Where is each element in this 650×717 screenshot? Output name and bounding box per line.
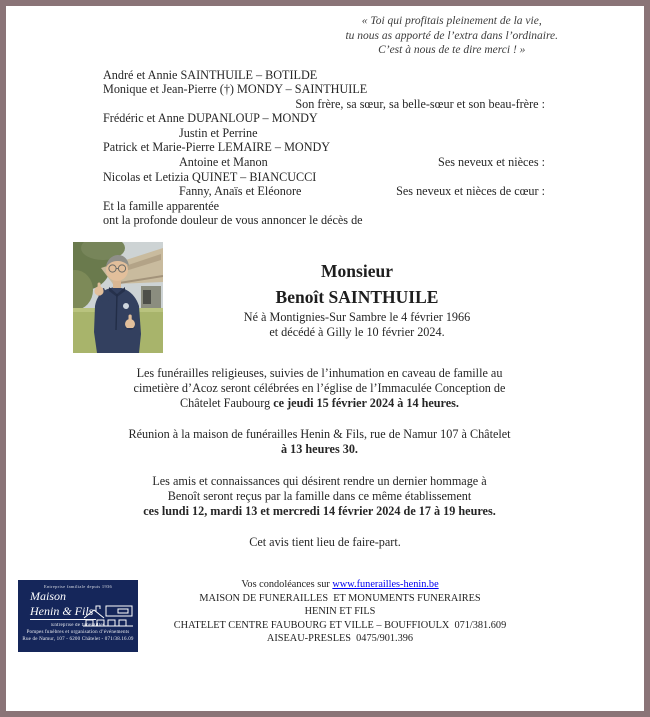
logo-tagline: Entreprise familiale depuis 1936 bbox=[43, 584, 113, 590]
condolences-prefix: Vos condoléances sur bbox=[241, 579, 333, 591]
family-row bbox=[103, 97, 545, 112]
family-names: André et Annie SAINTHUILE – BOTILDE bbox=[103, 67, 318, 82]
family-names: Justin et Perrine bbox=[179, 125, 258, 140]
logo-line: Entreprise de funérailles bbox=[51, 623, 105, 629]
paragraph-line bbox=[95, 381, 544, 396]
family-names: Frédéric et Anne DUPANLOUP – MONDY bbox=[103, 111, 318, 126]
highlighted-date-text: ces lundi 12, mardi 13 et mercredi 14 février 2024 de 17 à 19 heures. bbox=[143, 503, 496, 518]
paragraph-text: Châtelet Faubourg bbox=[180, 395, 274, 410]
paragraph-text: Les amis et connaissances qui désirent rendre un dernier hommage à bbox=[152, 474, 487, 489]
funeral-home-logo bbox=[18, 580, 138, 652]
footer-line: HENIN ET FILS bbox=[304, 606, 376, 618]
family-names: Antoine et Manon bbox=[179, 155, 268, 170]
deceased-civility: Monsieur bbox=[321, 261, 393, 282]
deceased-birth: Né à Montignies-Sur Sambre le 4 février 1966 bbox=[243, 310, 471, 325]
portrait-photo bbox=[73, 242, 163, 353]
family-names: Fanny, Anaïs et Eléonore bbox=[179, 184, 302, 199]
paragraph-text: Réunion à la maison de funérailles Henin & Fils, rue de Namur 107 à Châtelet bbox=[128, 427, 511, 442]
footer-line: CHATELET CENTRE FAUBOURG ET VILLE – BOUFFIOULX 071/381.609 bbox=[173, 619, 507, 631]
family-names: Patrick et Marie-Pierre LEMAIRE – MONDY bbox=[103, 140, 331, 155]
paragraph-text: Les funérailles religieuses, suivies de l’inhumation en caveau de famille au bbox=[136, 366, 503, 381]
relation-label: Ses neveux et nièces : bbox=[438, 155, 545, 170]
logo-name: Maison Henin & Fils bbox=[18, 590, 138, 620]
paragraph-line bbox=[95, 442, 544, 457]
family-names: Et la famille apparentée bbox=[103, 198, 220, 213]
family-row bbox=[103, 68, 545, 83]
family-row bbox=[103, 111, 545, 126]
condolences-line bbox=[136, 578, 544, 591]
family-row bbox=[103, 82, 545, 97]
family-row bbox=[103, 213, 545, 228]
paragraph-text: Benoît seront reçus par la famille dans ce même établissement bbox=[167, 488, 472, 503]
deceased-death: et décédé à Gilly le 10 février 2024. bbox=[269, 325, 445, 340]
epigraph-quote bbox=[345, 14, 558, 58]
epigraph-line: « Toi qui profitais pleinement de la vie, bbox=[361, 15, 542, 27]
funeral-home-website-link[interactable]: www.funerailles-henin.be bbox=[332, 579, 439, 591]
footer bbox=[6, 578, 644, 664]
paragraph-line bbox=[95, 474, 544, 489]
footer-line: AISEAU-PRESLES 0475/901.396 bbox=[266, 633, 414, 645]
logo-line: Pompes funèbres et organisation d’événements bbox=[26, 630, 130, 636]
footer-address-lines bbox=[136, 592, 544, 646]
epigraph-line: tu nous as apporté de l’extra dans l’ordinaire. bbox=[345, 29, 558, 42]
funeral-paragraph bbox=[95, 427, 544, 457]
paragraph-line bbox=[95, 489, 544, 504]
funeral-paragraph bbox=[95, 366, 544, 410]
funeral-home-contact bbox=[136, 578, 544, 645]
relation-label: Ses neveux et nièces de cœur : bbox=[396, 184, 545, 199]
epigraph-line: C’est à nous de te dire merci ! » bbox=[378, 44, 526, 56]
family-row bbox=[103, 199, 545, 214]
paragraph-line bbox=[95, 504, 544, 519]
announcement-header bbox=[6, 242, 644, 353]
family-row bbox=[103, 155, 545, 170]
logo-line: Rue de Namur, 107 - 6200 Châtelet - 071/38.16.09 bbox=[22, 637, 134, 642]
funeral-details bbox=[95, 366, 544, 518]
footer-line: MAISON DE FUNERAILLES ET MONUMENTS FUNERAIRES bbox=[199, 592, 481, 604]
paragraph-line bbox=[95, 366, 544, 381]
deceased-name: Benoît SAINTHUILE bbox=[275, 287, 439, 308]
family-names: Nicolas et Letizia QUINET – BIANCUCCI bbox=[103, 169, 317, 184]
family-names: Monique et Jean-Pierre (†) MONDY – SAINTHUILE bbox=[103, 82, 368, 97]
deceased-block bbox=[163, 242, 644, 353]
family-names: ont la profonde douleur de vous annoncer le décès de bbox=[103, 213, 363, 228]
logo-small-lines bbox=[18, 623, 138, 643]
paragraph-line bbox=[95, 396, 544, 411]
family-row bbox=[103, 170, 545, 185]
relation-label: Son frère, sa sœur, sa belle-sœur et son beau-frère : bbox=[295, 96, 545, 111]
paragraph-line bbox=[95, 427, 544, 442]
faire-part-notice: Cet avis tient lieu de faire-part. bbox=[249, 535, 401, 550]
family-list bbox=[103, 68, 545, 229]
family-row bbox=[103, 140, 545, 155]
highlighted-date-text: à 13 heures 30. bbox=[281, 442, 358, 457]
funeral-paragraph bbox=[95, 474, 544, 518]
highlighted-date-text: ce jeudi 15 février 2024 à 14 heures. bbox=[273, 395, 459, 410]
family-row bbox=[103, 184, 545, 199]
family-row bbox=[103, 126, 545, 141]
paragraph-text: cimetière d’Acoz seront célébrées en l’église de l’Immaculée Conception de bbox=[133, 380, 506, 395]
